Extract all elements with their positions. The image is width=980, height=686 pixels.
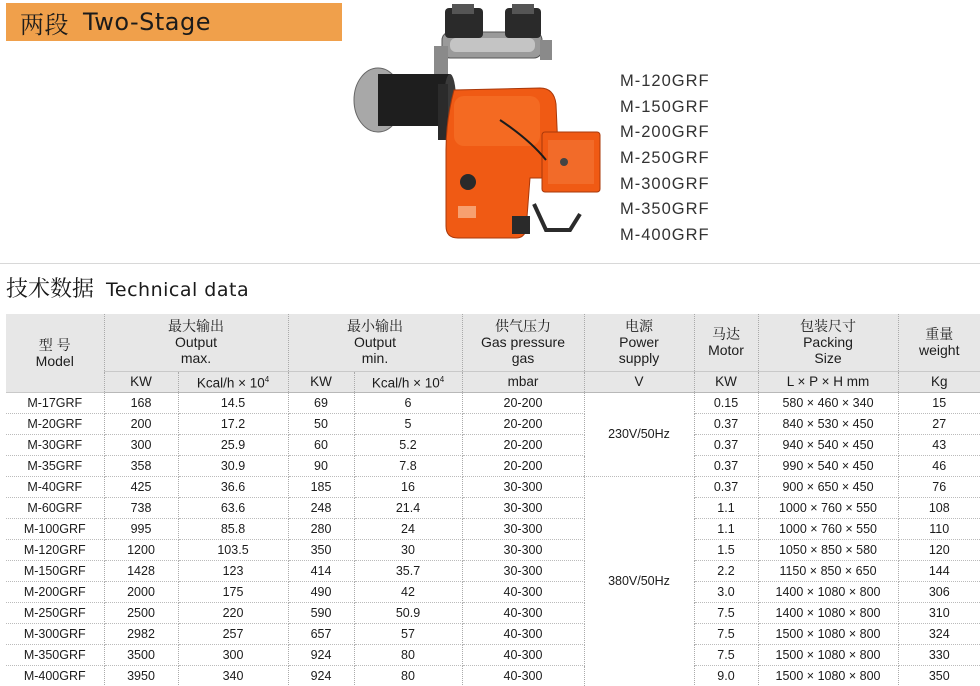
unit-packing: L × P × H mm	[758, 371, 898, 392]
cell-motor: 1.5	[694, 539, 758, 560]
cell-min-kcal: 6	[354, 392, 462, 413]
header-model-cn: 型 号	[38, 336, 71, 353]
cell-min-kcal: 57	[354, 623, 462, 644]
cell-model: M-200GRF	[6, 581, 104, 602]
cell-weight: 324	[898, 623, 980, 644]
banner-title-en: Two-Stage	[83, 8, 211, 36]
header-max-cn: 最大输出	[168, 318, 224, 335]
header-power-supply	[584, 314, 694, 371]
table-row	[6, 581, 980, 602]
banner-title-cn: 两段	[20, 10, 69, 39]
table-row	[6, 497, 980, 518]
cell-model: M-350GRF	[6, 644, 104, 665]
header-min-en1: Output	[353, 334, 397, 351]
cell-packing-size: 1000 × 760 × 550	[758, 497, 898, 518]
cell-min-kw: 248	[288, 497, 354, 518]
header-output-min	[288, 314, 462, 371]
cell-min-kcal: 80	[354, 644, 462, 665]
cell-model: M-60GRF	[6, 497, 104, 518]
cell-max-kw: 200	[104, 413, 178, 434]
cell-motor: 7.5	[694, 623, 758, 644]
unit-min-kw: KW	[288, 371, 354, 392]
cell-motor: 9.0	[694, 665, 758, 686]
cell-min-kcal: 21.4	[354, 497, 462, 518]
cell-gas-pressure: 40-300	[462, 602, 584, 623]
cell-model: M-300GRF	[6, 623, 104, 644]
header-gas-en1: Gas pressure	[480, 334, 566, 351]
cell-max-kw: 2982	[104, 623, 178, 644]
cell-max-kcal: 25.9	[178, 434, 288, 455]
cell-gas-pressure: 20-200	[462, 413, 584, 434]
cell-min-kcal: 24	[354, 518, 462, 539]
header-packing-cn: 包装尺寸	[800, 318, 856, 335]
cell-max-kw: 1200	[104, 539, 178, 560]
cell-min-kcal: 5.2	[354, 434, 462, 455]
cell-motor: 1.1	[694, 497, 758, 518]
cell-motor: 0.37	[694, 476, 758, 497]
header-power-en1: Power	[619, 334, 659, 351]
technical-data-heading	[6, 272, 249, 303]
unit-min-kcal-text: Kcal/h × 10	[371, 375, 440, 391]
table-row	[6, 392, 980, 413]
cell-packing-size: 1000 × 760 × 550	[758, 518, 898, 539]
model-list	[620, 69, 710, 249]
cell-min-kcal: 16	[354, 476, 462, 497]
cell-gas-pressure: 40-300	[462, 623, 584, 644]
unit-max-kcal-text: Kcal/h × 10	[196, 375, 265, 391]
cell-gas-pressure: 20-200	[462, 392, 584, 413]
cell-max-kcal: 14.5	[178, 392, 288, 413]
header-max-en2: max.	[180, 350, 212, 367]
cell-motor: 7.5	[694, 644, 758, 665]
header-packing-en2: Size	[814, 350, 842, 367]
cell-weight: 15	[898, 392, 980, 413]
cell-model: M-120GRF	[6, 539, 104, 560]
unit-min-kcal-exp: 4	[439, 374, 445, 384]
heading-cn: 技术数据	[6, 277, 95, 302]
model-list-item: M-300GRF	[620, 174, 710, 193]
cell-max-kcal: 85.8	[178, 518, 288, 539]
cell-packing-size: 1500 × 1080 × 800	[758, 623, 898, 644]
heading-en: Technical data	[106, 279, 250, 301]
table-row	[6, 476, 980, 497]
table-row	[6, 602, 980, 623]
cell-weight: 76	[898, 476, 980, 497]
cell-max-kw: 425	[104, 476, 178, 497]
cell-max-kw: 1428	[104, 560, 178, 581]
unit-motor: KW	[694, 371, 758, 392]
cell-packing-size: 1050 × 850 × 580	[758, 539, 898, 560]
table-row	[6, 455, 980, 476]
burner-product-image	[350, 0, 610, 245]
header-gas-cn: 供气压力	[495, 318, 551, 335]
cell-model: M-100GRF	[6, 518, 104, 539]
cell-min-kw: 50	[288, 413, 354, 434]
cell-model: M-17GRF	[6, 392, 104, 413]
header-weight-en: weight	[919, 342, 960, 359]
cell-motor: 0.37	[694, 434, 758, 455]
cell-max-kw: 3950	[104, 665, 178, 686]
cell-gas-pressure: 40-300	[462, 665, 584, 686]
cell-packing-size: 840 × 530 × 450	[758, 413, 898, 434]
cell-model: M-20GRF	[6, 413, 104, 434]
model-list-item: M-400GRF	[620, 226, 710, 245]
cell-min-kcal: 5	[354, 413, 462, 434]
header-weight-cn: 重量	[925, 326, 954, 343]
header-motor-en: Motor	[708, 342, 744, 359]
cell-gas-pressure: 30-300	[462, 518, 584, 539]
cell-max-kcal: 30.9	[178, 455, 288, 476]
cell-motor: 1.1	[694, 518, 758, 539]
cell-packing-size: 1500 × 1080 × 800	[758, 665, 898, 686]
table-row	[6, 539, 980, 560]
cell-gas-pressure: 40-300	[462, 581, 584, 602]
cell-gas-pressure: 30-300	[462, 497, 584, 518]
technical-data-table	[6, 314, 980, 686]
cell-gas-pressure: 30-300	[462, 476, 584, 497]
divider	[0, 263, 980, 264]
cell-model: M-30GRF	[6, 434, 104, 455]
cell-weight: 110	[898, 518, 980, 539]
cell-min-kw: 657	[288, 623, 354, 644]
cell-packing-size: 900 × 650 × 450	[758, 476, 898, 497]
model-list-item: M-250GRF	[620, 149, 710, 168]
cell-min-kw: 590	[288, 602, 354, 623]
cell-min-kw: 60	[288, 434, 354, 455]
cell-max-kcal: 175	[178, 581, 288, 602]
table-row	[6, 644, 980, 665]
cell-max-kw: 300	[104, 434, 178, 455]
header-model-en: Model	[35, 352, 74, 369]
cell-min-kw: 924	[288, 644, 354, 665]
cell-power-supply: 230V/50Hz	[584, 392, 694, 476]
header-power-cn: 电源	[625, 318, 653, 335]
header-packing-size	[758, 314, 898, 371]
cell-packing-size: 940 × 540 × 450	[758, 434, 898, 455]
cell-motor: 0.37	[694, 455, 758, 476]
cell-max-kcal: 17.2	[178, 413, 288, 434]
cell-weight: 108	[898, 497, 980, 518]
unit-max-kcal	[178, 371, 288, 392]
cell-min-kw: 69	[288, 392, 354, 413]
header-output-max	[104, 314, 288, 371]
cell-max-kw: 3500	[104, 644, 178, 665]
cell-model: M-35GRF	[6, 455, 104, 476]
cell-motor: 2.2	[694, 560, 758, 581]
cell-max-kw: 995	[104, 518, 178, 539]
cell-motor: 7.5	[694, 602, 758, 623]
cell-gas-pressure: 40-300	[462, 644, 584, 665]
cell-min-kcal: 42	[354, 581, 462, 602]
cell-weight: 43	[898, 434, 980, 455]
cell-max-kw: 168	[104, 392, 178, 413]
cell-packing-size: 1400 × 1080 × 800	[758, 602, 898, 623]
cell-model: M-250GRF	[6, 602, 104, 623]
cell-gas-pressure: 30-300	[462, 539, 584, 560]
cell-packing-size: 1500 × 1080 × 800	[758, 644, 898, 665]
cell-power-supply: 380V/50Hz	[584, 476, 694, 686]
cell-motor: 0.15	[694, 392, 758, 413]
header-gas-en2: gas	[511, 350, 535, 367]
cell-min-kw: 924	[288, 665, 354, 686]
cell-min-kw: 280	[288, 518, 354, 539]
table-row	[6, 560, 980, 581]
header-motor-cn: 马达	[712, 326, 740, 343]
cell-model: M-40GRF	[6, 476, 104, 497]
cell-gas-pressure: 20-200	[462, 455, 584, 476]
cell-motor: 3.0	[694, 581, 758, 602]
header-power-en2: supply	[618, 350, 660, 367]
cell-max-kw: 2500	[104, 602, 178, 623]
cell-gas-pressure: 20-200	[462, 434, 584, 455]
cell-min-kcal: 50.9	[354, 602, 462, 623]
cell-min-kw: 185	[288, 476, 354, 497]
unit-max-kw: KW	[104, 371, 178, 392]
header-motor	[694, 314, 758, 371]
unit-weight: Kg	[898, 371, 980, 392]
cell-weight: 144	[898, 560, 980, 581]
cell-packing-size: 580 × 460 × 340	[758, 392, 898, 413]
cell-min-kcal: 35.7	[354, 560, 462, 581]
cell-weight: 310	[898, 602, 980, 623]
cell-max-kcal: 257	[178, 623, 288, 644]
model-list-item: M-200GRF	[620, 123, 710, 142]
cell-min-kw: 490	[288, 581, 354, 602]
cell-max-kcal: 340	[178, 665, 288, 686]
table-row	[6, 434, 980, 455]
cell-min-kcal: 30	[354, 539, 462, 560]
cell-weight: 330	[898, 644, 980, 665]
table-row	[6, 623, 980, 644]
cell-max-kcal: 300	[178, 644, 288, 665]
table-row	[6, 518, 980, 539]
header-max-en1: Output	[174, 334, 218, 351]
model-list-item: M-150GRF	[620, 97, 710, 116]
cell-max-kcal: 63.6	[178, 497, 288, 518]
cell-max-kcal: 220	[178, 602, 288, 623]
table-row	[6, 413, 980, 434]
cell-min-kcal: 80	[354, 665, 462, 686]
cell-model: M-150GRF	[6, 560, 104, 581]
unit-gas: mbar	[462, 371, 584, 392]
cell-max-kw: 738	[104, 497, 178, 518]
header-min-en2: min.	[361, 350, 389, 367]
header-model	[6, 314, 104, 392]
cell-weight: 120	[898, 539, 980, 560]
cell-max-kcal: 36.6	[178, 476, 288, 497]
cell-weight: 46	[898, 455, 980, 476]
cell-min-kw: 350	[288, 539, 354, 560]
section-banner	[6, 3, 342, 41]
cell-packing-size: 1400 × 1080 × 800	[758, 581, 898, 602]
table-row	[6, 665, 980, 686]
table-header-row	[6, 314, 980, 371]
header-min-cn: 最小输出	[347, 318, 403, 335]
table-unit-row	[6, 371, 980, 392]
model-list-item: M-350GRF	[620, 200, 710, 219]
cell-motor: 0.37	[694, 413, 758, 434]
model-list-item: M-120GRF	[620, 72, 710, 90]
cell-max-kcal: 103.5	[178, 539, 288, 560]
cell-weight: 27	[898, 413, 980, 434]
cell-weight: 306	[898, 581, 980, 602]
cell-packing-size: 1150 × 850 × 650	[758, 560, 898, 581]
cell-max-kw: 358	[104, 455, 178, 476]
header-gas-pressure	[462, 314, 584, 371]
header-packing-en1: Packing	[803, 334, 853, 351]
header-weight	[898, 314, 980, 371]
unit-min-kcal	[354, 371, 462, 392]
unit-power: V	[584, 371, 694, 392]
cell-min-kcal: 7.8	[354, 455, 462, 476]
unit-max-kcal-exp: 4	[264, 374, 270, 384]
cell-gas-pressure: 30-300	[462, 560, 584, 581]
cell-min-kw: 90	[288, 455, 354, 476]
cell-max-kcal: 123	[178, 560, 288, 581]
cell-weight: 350	[898, 665, 980, 686]
cell-model: M-400GRF	[6, 665, 104, 686]
cell-max-kw: 2000	[104, 581, 178, 602]
cell-packing-size: 990 × 540 × 450	[758, 455, 898, 476]
cell-min-kw: 414	[288, 560, 354, 581]
